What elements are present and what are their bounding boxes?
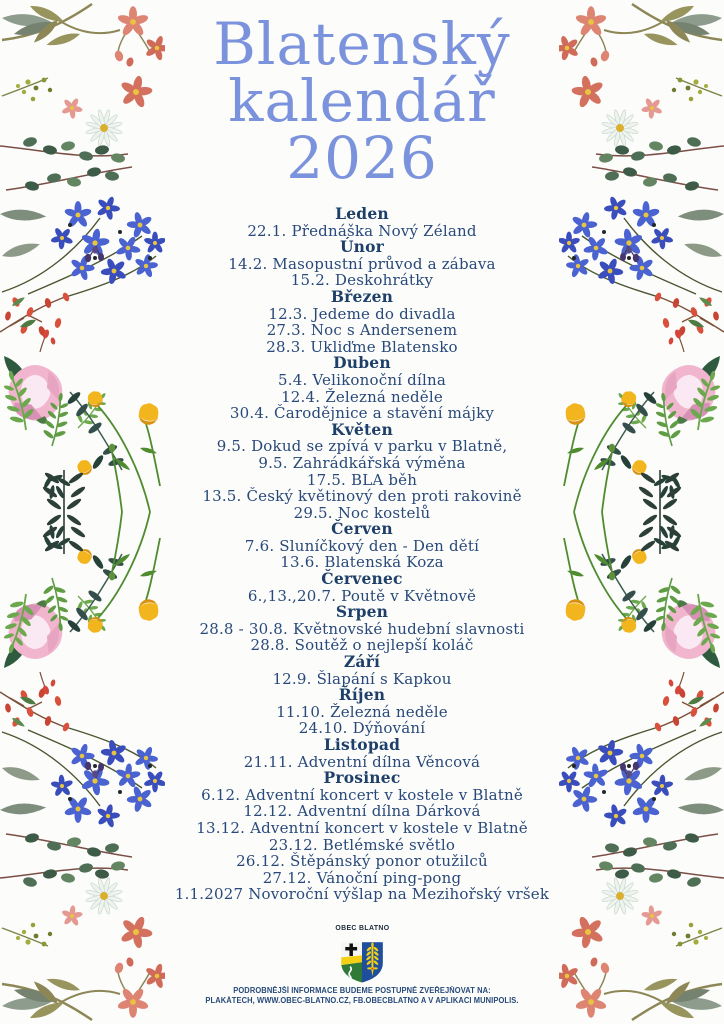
- footer-note-line-1: PODROBNĚJŠÍ INFORMACE BUDEME POSTUPNĚ ZVEŘEJŇOVAT NA:: [233, 986, 491, 995]
- event-line: 6.,13.,20.7. Poutě v Květnově: [247, 586, 477, 605]
- month-heading: Červenec: [321, 569, 403, 589]
- event-line: 28.8. Soutěž o nejlepší koláč: [250, 636, 474, 655]
- event-line: 24.10. Dýňování: [298, 719, 426, 738]
- event-line: 12.3. Jedeme do divadla: [268, 304, 456, 323]
- event-line: 11.10. Železná neděle: [276, 702, 448, 721]
- event-line: 26.12. Štěpánský ponor otužilců: [236, 852, 488, 871]
- event-line: 12.9. Šlapání s Kapkou: [272, 669, 452, 688]
- event-line: 30.4. Čarodějnice a stavění májky: [229, 404, 495, 423]
- month-heading: Září: [343, 652, 381, 672]
- event-line: 6.12. Adventní koncert v kostele v Blatně: [201, 785, 523, 804]
- event-line: 23.12. Betlémské světlo: [268, 835, 456, 854]
- title-line-2: kalendář: [228, 67, 496, 135]
- title-line-1: Blatenský: [213, 10, 511, 78]
- month-heading: Říjen: [338, 685, 386, 705]
- event-line: 7.6. Sluníčkový den - Den dětí: [244, 536, 480, 555]
- month-heading: Březen: [330, 286, 394, 306]
- municipality-logo: [0, 915, 724, 991]
- event-line: 28.3. Ukliďme Blatensko: [266, 337, 458, 356]
- event-line: 15.2. Deskohrátky: [290, 271, 434, 290]
- footer-note: [0, 986, 724, 1006]
- month-heading: Leden: [335, 204, 389, 223]
- title-line-3: 2026: [286, 124, 438, 192]
- month-heading: Srpen: [335, 602, 389, 622]
- logo-caption: OBEC BLATNO: [334, 923, 390, 932]
- event-line: 22.1. Přednáška Nový Zéland: [247, 221, 477, 240]
- event-line: 29.5. Noc kostelů: [293, 503, 431, 522]
- month-heading: Listopad: [323, 735, 401, 754]
- event-line: 14.2. Masopustní průvod a zábava: [228, 254, 496, 273]
- footer-note-line-2: PLAKÁTECH, WWW.OBEC-BLATNO.CZ, FB.OBECBLATNO A V APLIKACI MUNIPOLIS.: [205, 996, 519, 1005]
- event-line: 17.5. BLA běh: [306, 470, 418, 489]
- event-line: 12.4. Železná neděle: [281, 387, 443, 406]
- month-heading: Duben: [333, 353, 391, 373]
- event-line: 5.4. Velikonoční dílna: [278, 370, 446, 389]
- event-line: 21.11. Adventní dílna Věncová: [243, 752, 481, 771]
- event-line: 27.12. Vánoční ping-pong: [262, 868, 462, 887]
- obec-blatno-crest-icon: [339, 935, 385, 991]
- event-line: 9.5. Zahrádkářská výměna: [258, 453, 466, 472]
- event-line: 27.3. Noc s Andersenem: [266, 321, 458, 340]
- month-heading: Květen: [331, 419, 393, 439]
- month-heading: Únor: [339, 237, 385, 257]
- calendar-list: [127, 206, 597, 903]
- event-line: 13.6. Blatenská Koza: [280, 553, 444, 572]
- event-line: 13.12. Adventní koncert v kostele v Blatně: [196, 818, 528, 837]
- event-line: 9.5. Dokud se zpívá v parku v Blatně,: [216, 437, 508, 456]
- month-heading: Červen: [331, 519, 393, 539]
- page-title: [0, 10, 724, 192]
- event-line: 1.1.2027 Novoroční výšlap na Mezihořský vršek: [174, 885, 550, 904]
- event-line: 12.12. Adventní dílna Dárková: [243, 802, 481, 821]
- event-line: 13.5. Český květinový den proti rakovině: [202, 487, 522, 506]
- month-heading: Prosinec: [323, 768, 401, 788]
- event-line: 28.8 - 30.8. Květnovské hudební slavnosti: [199, 619, 525, 638]
